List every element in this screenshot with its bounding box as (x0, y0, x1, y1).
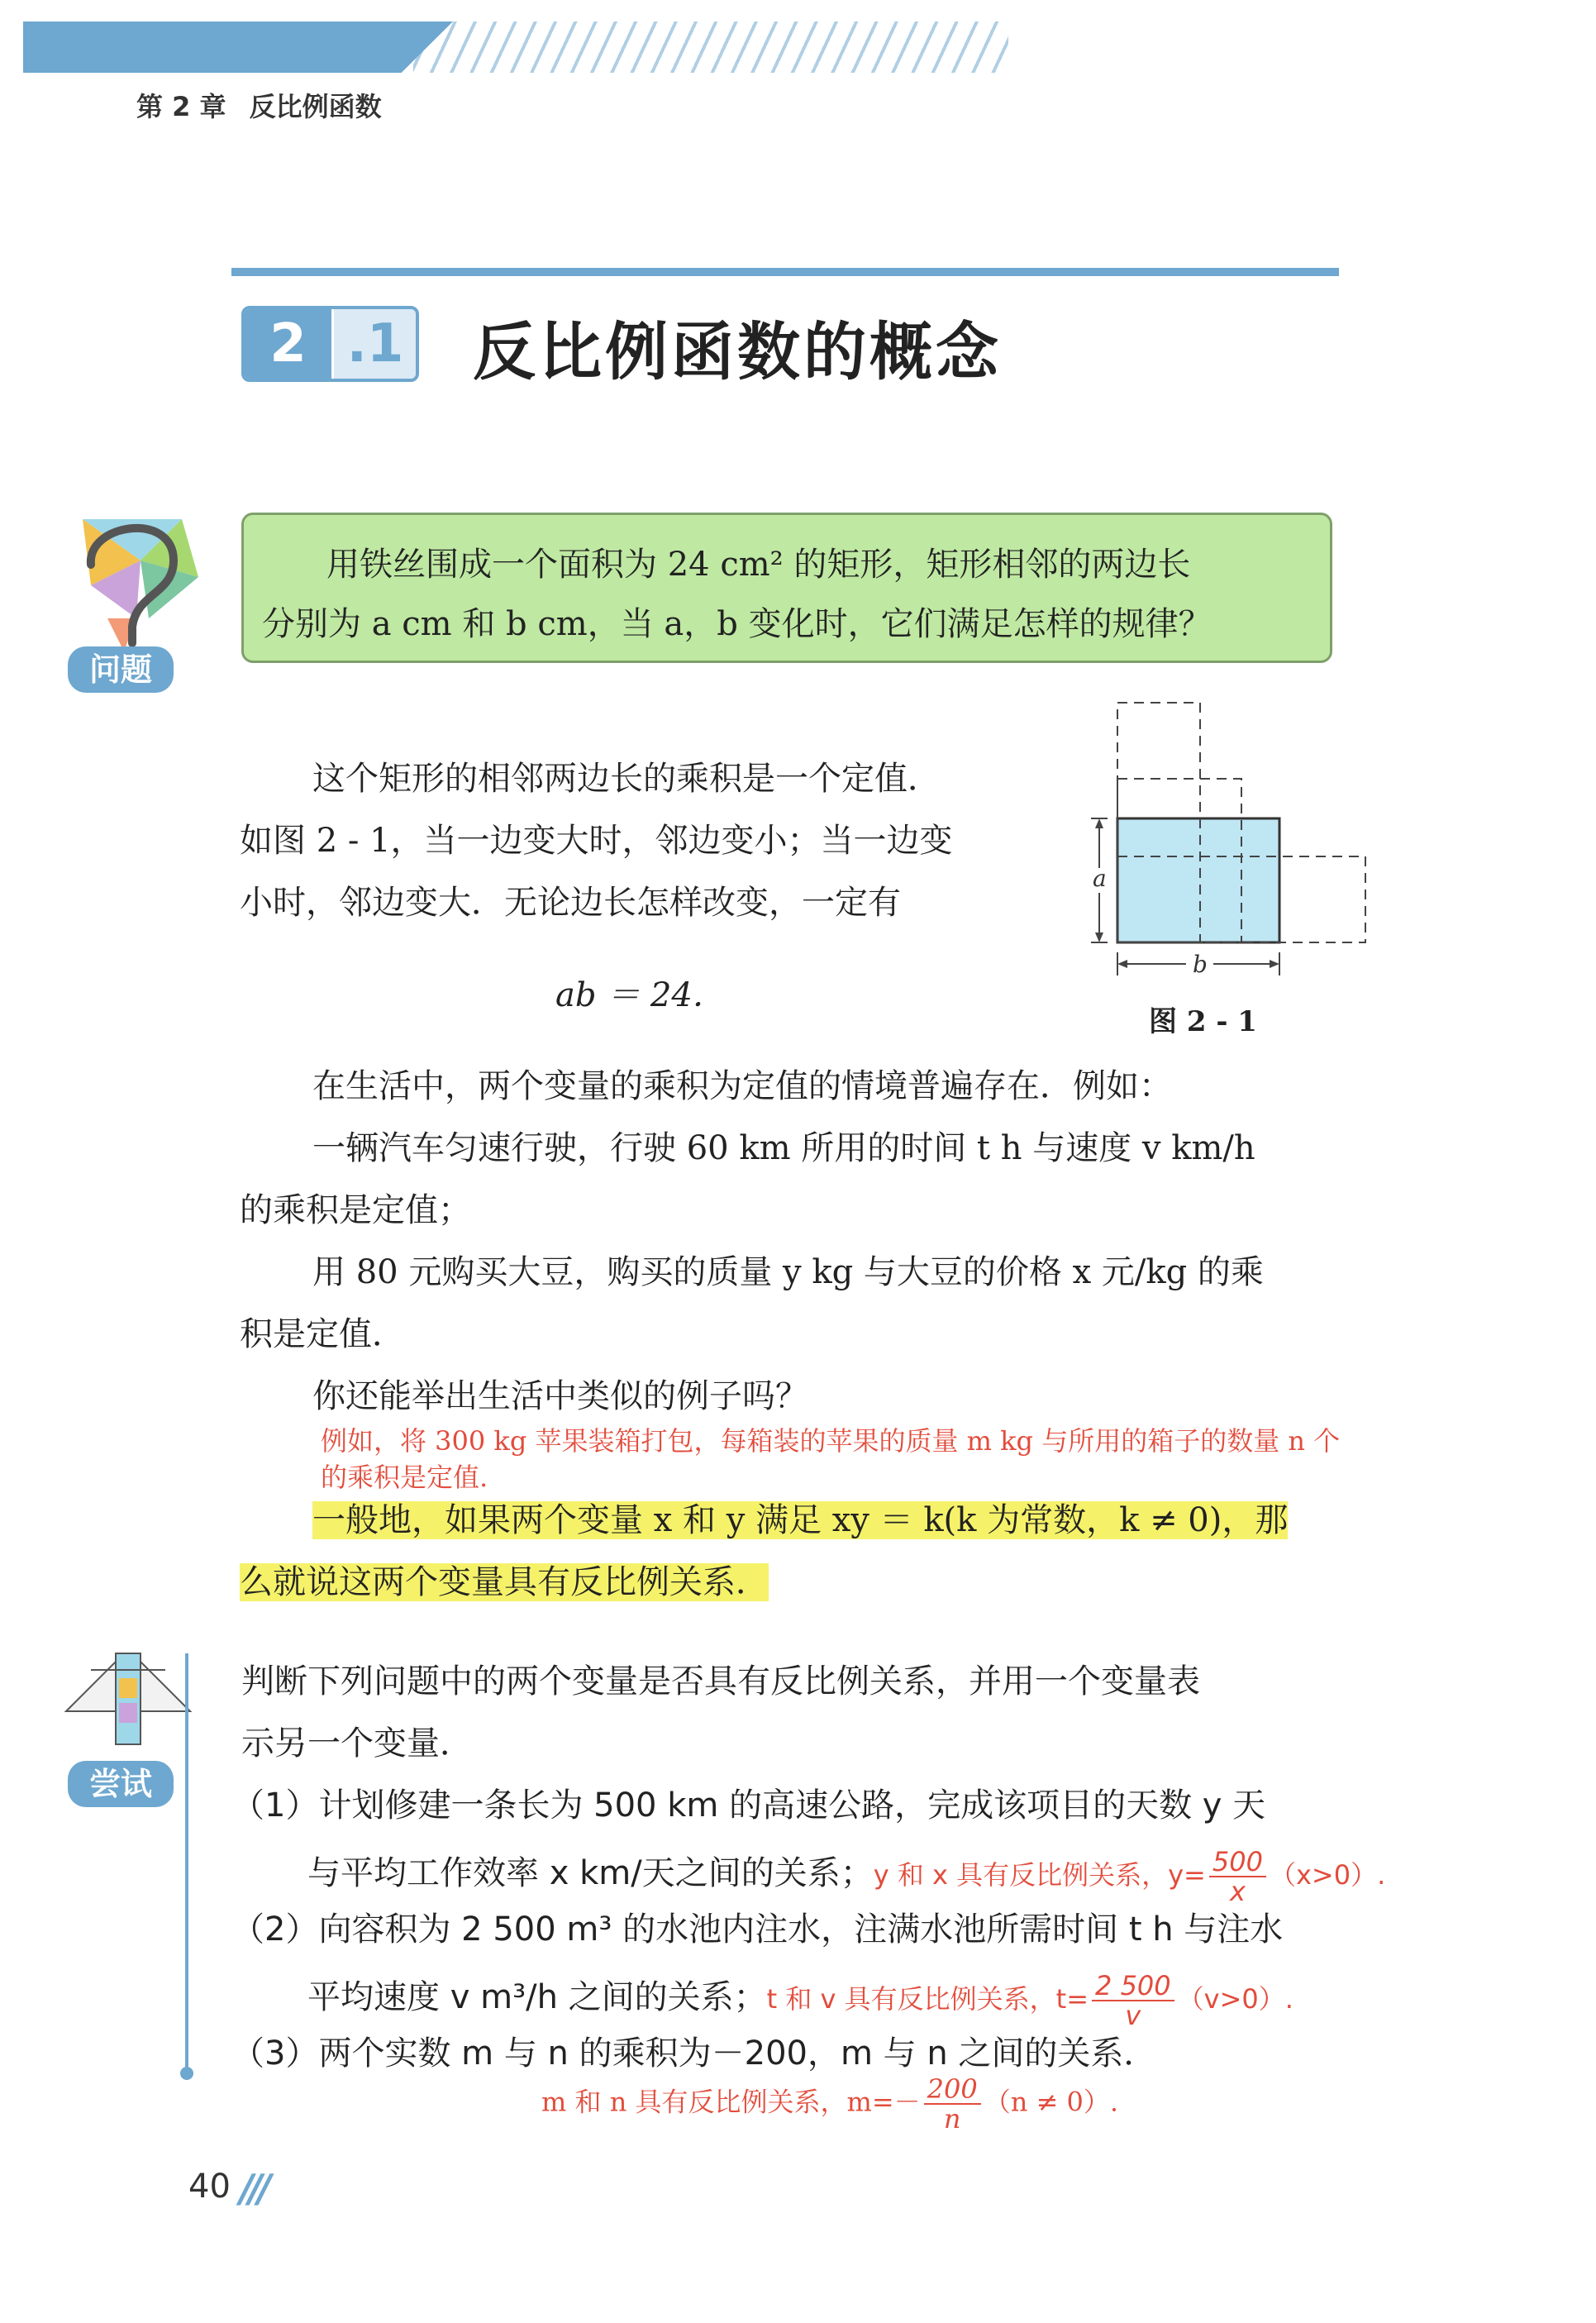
try-intro-line1: 判断下列问题中的两个变量是否具有反比例关系，并用一个变量表 (241, 1662, 1200, 1701)
kite-icon (58, 1645, 198, 1769)
definition-highlight-2: 么就说这两个变量具有反比例关系． (240, 1563, 769, 1601)
section-number-minor: .1 (334, 309, 417, 379)
figure-caption: 图 2 - 1 (1149, 1005, 1257, 1038)
answer-2-numerator: 2 500 (1092, 1972, 1174, 2001)
header-banner (23, 21, 453, 73)
answer-3 (541, 2075, 1118, 2133)
label-b: b (1193, 951, 1208, 978)
answer-3-fraction (924, 2075, 981, 2133)
handwritten-answer-line1: 例如，将 300 kg 苹果装箱打包，每箱装的苹果的质量 m kg 与所用的箱子的数量 n 个 (321, 1425, 1341, 1457)
definition-line1 (312, 1500, 1288, 1540)
para1-line3: 小时，邻边变大．无论边长怎样改变，一定有 (240, 884, 901, 922)
answer-2-fraction (1092, 1972, 1174, 2030)
answer-3-suffix: （n ≠ 0）. (984, 2086, 1119, 2118)
para2: 在生活中，两个变量的乘积为定值的情境普遍存在．例如： (312, 1067, 1172, 1105)
chapter-title: 反比例函数 (249, 91, 382, 122)
problem-box (241, 513, 1332, 663)
problem-line-2: 分别为 a cm 和 b cm，当 a，b 变化时，它们满足怎样的规律？ (262, 605, 1212, 643)
answer-2-prefix: t 和 v 具有反比例关系，t= (766, 1983, 1089, 2015)
para3-line1: 一辆汽车匀速行驶，行驶 60 km 所用的时间 t h 与速度 v km/h (312, 1129, 1255, 1167)
answer-1 (873, 1846, 1386, 1907)
question-3: （3）两个实数 m 与 n 的乘积为－200，m 与 n 之间的关系． (231, 2034, 1157, 2073)
question-1-line1: （1）计划修建一条长为 500 km 的高速公路，完成该项目的天数 y 天 (231, 1786, 1266, 1825)
answer-2-suffix: （v>0）. (1177, 1983, 1293, 2015)
para5-question: 你还能举出生活中类似的例子吗？ (312, 1377, 808, 1415)
chapter-header (136, 86, 405, 124)
section-number-badge (241, 306, 419, 382)
answer-3-prefix: m 和 n 具有反比例关系，m=－ (541, 2086, 921, 2118)
page-number-marks: /// (240, 2166, 267, 2211)
header-stripes (413, 21, 1008, 73)
chapter-number: 第 2 章 (136, 91, 226, 122)
answer-1-prefix: y 和 x 具有反比例关系，y= (873, 1859, 1206, 1891)
question-2-text: 平均速度 v m³/h 之间的关系； (307, 1978, 767, 2016)
answer-1-numerator: 500 (1209, 1848, 1266, 1877)
definition-highlight-1: 一般地，如果两个变量 x 和 y 满足 xy ＝ k(k 为常数，k ≠ 0)，那 (312, 1501, 1289, 1539)
equation-ab-24: ab ＝ 24． (555, 976, 726, 1014)
problem-tag: 问题 (68, 646, 174, 693)
rectangle-shape (1117, 818, 1279, 942)
para1-line2: 如图 2 - 1，当一边变大时，邻边变小；当一边变 (240, 822, 953, 860)
para4-line1: 用 80 元购买大豆，购买的质量 y kg 与大豆的价格 x 元/kg 的乘 (312, 1253, 1264, 1291)
answer-2-denominator: v (1125, 2000, 1141, 2031)
answer-3-numerator: 200 (924, 2075, 981, 2105)
try-tag: 尝试 (68, 1761, 174, 1807)
question-2-line1: （2）向容积为 2 500 m³ 的水池内注水，注满水池所需时间 t h 与注水 (231, 1910, 1284, 1949)
section-title: 反比例函数的概念 (473, 315, 1002, 389)
try-intro-line2: 示另一个变量． (241, 1724, 473, 1763)
section-number-major: 2 (245, 309, 331, 379)
label-a: a (1093, 865, 1107, 892)
answer-3-denominator: n (943, 2103, 961, 2135)
para1-line1: 这个矩形的相邻两边长的乘积是一个定值． (312, 760, 941, 798)
para3-line2: 的乘积是定值； (240, 1191, 471, 1229)
answer-1-denominator: x (1229, 1876, 1246, 1907)
question-1-text: 与平均工作效率 x km/天之间的关系； (307, 1854, 874, 1892)
figure-rectangle-diagram (1074, 694, 1372, 992)
answer-1-fraction (1209, 1848, 1266, 1906)
answer-1-suffix: （x>0）. (1269, 1859, 1386, 1891)
try-rule-dot (180, 2067, 193, 2080)
problem-line-1: 用铁丝围成一个面积为 24 cm² 的矩形，矩形相邻的两边长 (326, 546, 1191, 584)
answer-2 (766, 1970, 1293, 2031)
question-2-line2 (307, 1972, 1293, 2030)
handwritten-answer-line2: 的乘积是定值. (321, 1462, 488, 1493)
para4-line2: 积是定值． (240, 1315, 405, 1353)
definition-line2 (240, 1562, 769, 1602)
page-number: 40 (188, 2168, 231, 2206)
question-1-line2 (307, 1848, 1385, 1906)
section-rule (231, 268, 1339, 276)
try-vertical-rule (185, 1653, 188, 2073)
